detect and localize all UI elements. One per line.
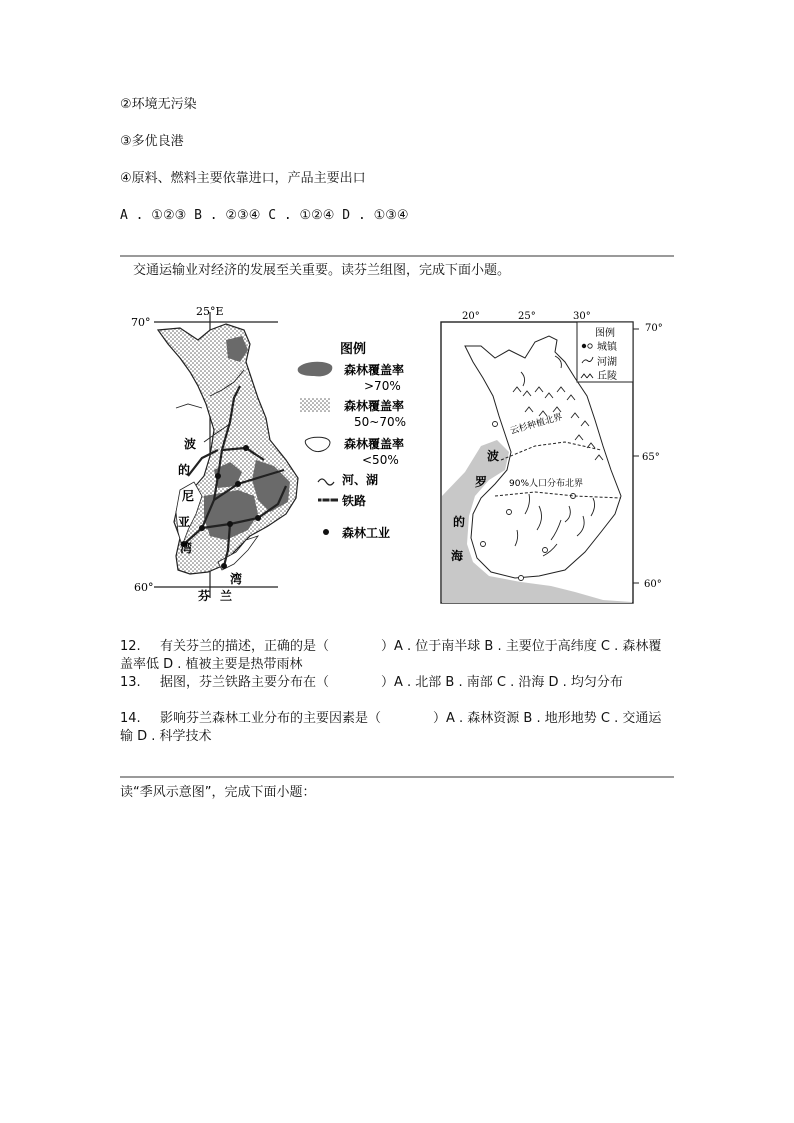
svg-text:30°: 30° — [573, 311, 591, 322]
legend-mid-swatch — [300, 398, 330, 412]
svg-text:图例: 图例 — [595, 328, 615, 339]
option-item-3: ③多优良港 — [120, 134, 184, 149]
svg-text:丘陵: 丘陵 — [597, 371, 617, 382]
svg-text:罗: 罗 — [475, 475, 488, 489]
left-legend — [298, 341, 406, 540]
finland-forest-map — [118, 300, 423, 605]
gulf-label-2: 芬 — [198, 589, 211, 603]
svg-text:65°: 65° — [642, 452, 660, 463]
question-14: 14. 影响芬兰森林工业分布的主要因素是（ ）A . 森林资源 B . 地形地势 C . 交通运输 D . 科学技术 — [120, 711, 662, 744]
svg-text:<50%: <50% — [362, 453, 399, 467]
svg-text:河、湖: 河、湖 — [342, 473, 379, 487]
legend-rail-symbol — [318, 497, 338, 503]
svg-text:尼: 尼 — [182, 489, 195, 503]
svg-text:波: 波 — [487, 449, 500, 463]
svg-text:图例: 图例 — [340, 342, 367, 357]
gulf-label-3: 兰 — [220, 589, 233, 603]
svg-text:城镇: 城镇 — [597, 342, 617, 353]
section-divider — [120, 255, 674, 257]
svg-text:波: 波 — [184, 437, 197, 451]
gulf-label-1: 湾 — [230, 572, 243, 586]
monsoon-intro: 读“季风示意图”，完成下面小题： — [120, 785, 316, 800]
section-intro: 交通运输业对经济的发展至关重要。读芬兰组图，完成下面小题。 — [133, 263, 511, 278]
svg-text:森林覆盖率: 森林覆盖率 — [344, 399, 405, 413]
legend-industry-symbol — [323, 529, 329, 535]
svg-text:60°: 60° — [644, 579, 662, 590]
svg-text:50~70%: 50~70% — [354, 415, 406, 429]
svg-text:70°: 70° — [645, 323, 663, 334]
lon-label: 25°E — [196, 305, 224, 318]
svg-text:湾: 湾 — [180, 541, 193, 555]
svg-text:河湖: 河湖 — [597, 357, 617, 368]
right-legend — [577, 322, 633, 382]
option-item-4: ④原料、燃料主要依靠进口，产品主要出口 — [120, 171, 366, 186]
svg-text:的: 的 — [453, 515, 466, 529]
lat-bottom-label: 60° — [134, 581, 154, 594]
option-item-2: ②环境无污染 — [120, 97, 197, 112]
svg-text:森林覆盖率: 森林覆盖率 — [344, 363, 405, 377]
legend-river-symbol — [318, 479, 334, 485]
svg-text:亚: 亚 — [178, 515, 191, 529]
svg-text:森林覆盖率: 森林覆盖率 — [344, 437, 405, 451]
spruce-boundary-label: 云杉种植北界 — [509, 412, 564, 437]
legend-low-swatch — [305, 437, 330, 451]
legend-high-swatch — [298, 362, 333, 377]
section-divider-2 — [120, 776, 674, 778]
question-12: 12. 有关芬兰的描述，正确的是（ ）A . 位于南半球 B . 主要位于高纬度 C . 森林覆盖率低 D . 植被主要是热带雨林 — [120, 639, 662, 672]
svg-text:的: 的 — [178, 463, 191, 477]
svg-text:>70%: >70% — [364, 379, 401, 393]
finland-physical-map — [425, 300, 675, 610]
lat-top-label: 70° — [131, 316, 151, 329]
svg-text:海: 海 — [451, 549, 464, 563]
answer-options: A . ①②③ B . ②③④ C . ①②④ D . ①③④ — [120, 208, 409, 223]
population-boundary-label: 90%人口分布北界 — [509, 479, 584, 489]
svg-text:20°: 20° — [462, 311, 480, 322]
svg-text:森林工业: 森林工业 — [342, 526, 391, 540]
svg-text:铁路: 铁路 — [342, 494, 367, 508]
svg-text:25°: 25° — [518, 311, 536, 322]
question-13: 13. 据图，芬兰铁路主要分布在（ ）A . 北部 B . 南部 C . 沿海 D . 均匀分布 — [120, 675, 623, 690]
